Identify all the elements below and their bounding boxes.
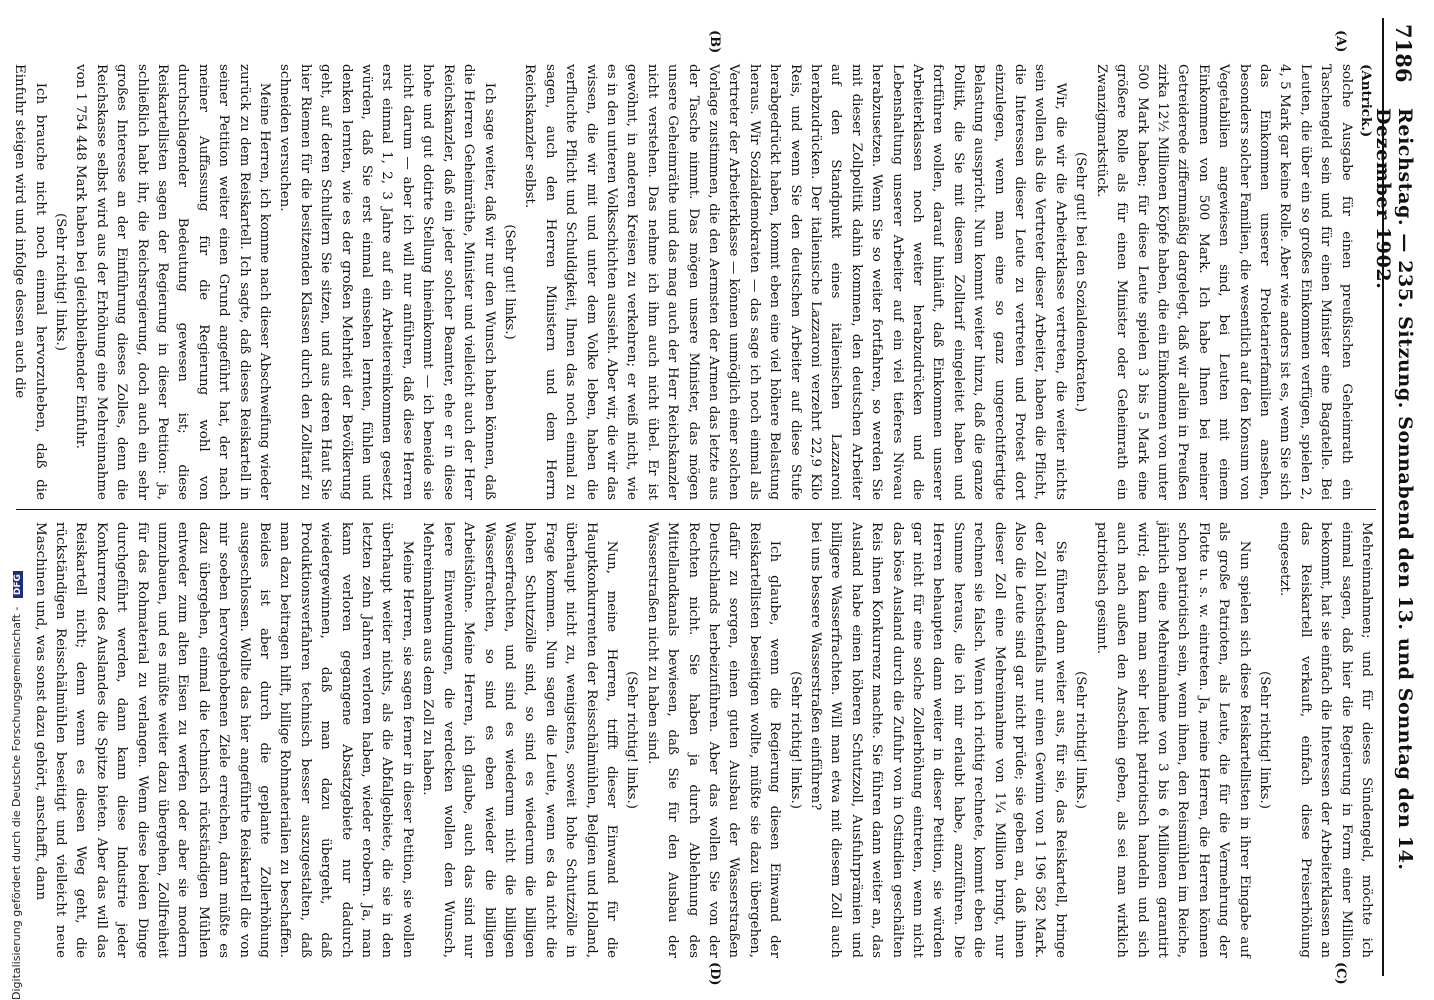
page-header [1372, 18, 1422, 976]
digitization-credit [10, 0, 24, 1000]
interjection: (Sehr richtig! links.) [624, 671, 640, 809]
paragraph: Nun, meine Herren, trifft dieser Einwand für die Hauptkonkurrenten der Reisschälmühlen, Belgien und Holland, überhaupt nicht zu, wenigstens, soweit hohe Schutzzölle in Frage kommen. Nun sagen die Leute, wenn es da nicht die hohen Schutzzölle sind, so sind es wiederum die billigen Wasserfrachten, und sind es wiederum nicht die billigen Wasserfrachten, so sind es eben wieder die billigen Arbeitslöhne. Meine Herren, ich glaube, auch das sind nur leere Einwendungen, die verdecken wollen den Wunsch, Mehreinnahmen aus dem Zoll zu haben. [420, 522, 619, 958]
interjection: (Sehr gut! bei den Sozialdemokraten.) [1073, 151, 1089, 413]
page-number: 7186 [1391, 24, 1416, 83]
dfg-logo-icon: DFG [13, 571, 23, 598]
paragraph: Ich brauche nicht noch einmal hervorzuheben, daß die Einfuhr steigen wird und infolge dessen auch die [12, 64, 48, 500]
interjection: (Sehr richtig! links.) [787, 671, 803, 809]
margin-marker-d: (D) [707, 962, 722, 986]
header-rule [1382, 18, 1384, 976]
paragraph: Wir, die wir die Arbeiterklasse vertreten, die weiter nichts sein wollen als die Vertreter dieser Arbeiter, haben die Pflicht, die Interessen dieser Leute zu vertreten und Protest dort einzulegen, wenn man eine so ganz ungerechtfertigte Belastung ausspricht. Nun kommt weiter hinzu, daß die ganze Politik, die Sie mit diesem Zolltarif eingeleitet haben und fortführen wollen, darauf hinläuft, daß Einkommen unserer Arbeiterklassen noch weiter herabzudrücken und die Lebenshaltung unserer Arbeiter auf ein viel tieferes Niveau herabzusetzen. Wenn Sie so weiter fortfahren, so werden Sie mit dieser Zollpolitik dahin kommen, den deutschen Arbeiter auf den Standpunkt eines italienischen Lazzaroni herabzudrücken. Der italienische Lazzaroni verzehrt 22,9 Kilo Reis, und wenn Sie den deutschen Arbeiter auf diese Stufe herabgedrückt haben, kommt eben eine viel höhere Belastung heraus. Wir Sozialdemokraten — das sage ich noch einmal als Vertreter der Arbeiterklasse — können unmöglich einer solchen Vorlage zustimmen, die den Aermsten der Armen das letzte aus der Tasche nimmt. Das mögen unsere Minister, das mögen unsere Geheimräthe und das mag auch der Herr Reichskanzler nicht verstehen. Das nehme ich ihm auch nicht übel. Er ist gewöhnt, in anderen Kreisen zu verkehren; er weiß nicht, wie es in den unteren Volksschichten aussieht. Aber wir, die wir das wissen, die wir mit und unter dem Volke leben, haben die verfluchte Pflicht und Schuldigkeit, Ihnen das noch einmal zu sagen, auch den Herren Ministern und dem Herrn Reichskanzler selbst. [522, 64, 1068, 500]
column-rule [16, 509, 1376, 510]
right-text-column [16, 522, 1376, 958]
margin-marker-a: (A) [1333, 30, 1348, 53]
paragraph: Sie führen dann weiter aus, für sie, das Reiskartell, bringe der Zoll höchstenfalls nur einen Gewinn von 1 196 582 Mark. Also die Leute sind gar nicht prüde; sie geben an, daß ihnen dieser Zoll eine Mehreinnahme von 1¼ Million bringt, nur rechnen sie falsch. Wenn ich richtig rechnete, kommt eben die Summe heraus, die ich mir erlaubt habe, anzuführen. Die Herren behaupten dann weiter in dieser Petition, sie würden gar nicht für eine solche Zollerhöhung eintreten, wenn nicht das böse Ausland durch die Zufuhr von in Ostindien geschälten Reis ihnen Konkurrenz machte. Sie führen dann weiter an, das Ausland habe einen höheren Schutzzoll, Ausfuhrprämien und billigere Wasserfrachten. Will man etwa mit diesem Zoll auch bei uns bessere Wasserstraßen einführen? [808, 522, 1068, 958]
paragraph: Nun spielen sich diese Reiskartellisten in ihrer Eingabe auf als große Patrioten, als Leute, die für die Vermehrung der Flotte u. s. w. eintreten. Ja, meine Herren, die Herren können schon patriotisch sein, wenn ihnen, den Reismühlen im Reiche, jährlich eine Mehreinnahme von 3 bis 6 Millionen garantirt wird; da kann man sehr leicht patriotisch handeln und sich auch nach außen den Anschein geben, als sei man wirklich patriotisch gesinnt. [1093, 522, 1252, 958]
paragraph: Meine Herren, sie sagen ferner in dieser Petition, sie wollen überhaupt weiter nichts, als die Abfallgebiete, die sie in den letzten zehn Jahren verloren haben, wieder erobern. Ja, man kann verloren gegangene Absatzgebiete nur dadurch wiedergewinnen, daß man dazu übergeht, daß Produktionsverfahren technisch besser auszugestalten, daß man dazu beitragen hilft, billige Rohmaterialien zu beschaffen. Beides ist aber durch die geplante Zollerhöhung ausgeschlossen. Wollte das hier angeführte Reiskartell die von mir soeben hervorgehobenen Ziele erreichen, dann müßte es dazu übergehen, einmal die technisch rückständigen Mühlen entweder zum alten Eisen zu werfen oder aber sie modern umzubauen, und es müßte weiter dazu übergehen, Zollfreiheit für das Rohmaterial zu verlangen. Wenn diese beiden Dinge durchgeführt werden, dann kann diese Industrie jeder Konkurrenz des Auslandes die Spitze bieten. Aber das will das Reiskartell nicht; denn wenn es diesen Weg geht, die rückständigen Reisschälmühlen beseitigt und vielleicht neue Maschinen und, was sonst dazu gehört, anschafft, dann [32, 522, 415, 958]
speaker-label: (Antrick.) [1358, 64, 1374, 138]
margin-marker-b: (B) [707, 30, 722, 54]
credit-text: Digitalisierung gefördert durch die Deutsche Forschungsgemeinschaft - [10, 606, 23, 1000]
paragraph: Ich sage weiter, daß wir nur den Wunsch haben können, daß die Herren Geheimräthe, Minister und vielleicht auch der Herr Reichskanzler, daß ein jeder solcher Beamter, ehe er in diese hohe und gut dotirte Stellung hineinkommt — ich beneide sie nicht darum — aber ich will nur anführen, daß diese Herren erst einmal 1, 2, 3 Jahre auf ein Arbeitereinkommen gesetzt würden, daß Sie erst einmal einsehen lernten, fühlen und denken lernten, wie es der großen Mehrheit der Bevölkerung geht, auf deren Schultern Sie sitzen, und aus deren Haut Sie hier Riemen für die besitzenden Klassen durch den Zolltarif zu schneiden versuchen. [277, 64, 497, 500]
running-title: Reichstag. — 235. Sitzung. Sonnabend den 13. und Sonntag den 14. Dezember 1902. [1372, 108, 1416, 871]
interjection: (Sehr richtig! links.) [1256, 671, 1272, 809]
paragraph: solche Ausgabe für einen preußischen Geheimrath ein Taschengeld sein und für einen Minister eine Bagatelle. Bei Leuten, die über ein so großes Einkommen verfügen, spielen 2, 4, 5 Mark gar keine Rolle. Aber wie anders ist es, wenn Sie sich das Einkommen unserer Proletarierfamilien ansehen, besonders solcher Familien, die wesentlich auf den Konsum von Vegetabilien angewiesen sind, bei Leuten mit einem Einkommen von 500 Mark. Ich habe Ihnen bei meiner Getreiderede ziffernmäßig dargelegt, daß wir allein in Preußen zirka 12½ Millionen Köpfe haben, die ein Einkommen von unter 500 Mark haben; für diese Leute spielen 3 bis 5 Mark eine größere Rolle als für einen Minister oder Geheimrath ein Zwanzigmarkstück. [1093, 64, 1354, 500]
interjection: (Sehr richtig! links.) [1073, 671, 1089, 809]
left-text-column [12, 64, 1376, 500]
paragraph: Mehreinnahmen; und für dieses Sündengeld, möchte ich einmal sagen, daß hier die Regierung in Form einer Million bekommt, hat sie einfach die Interessen der Arbeiterklassen an das Reiskartell verkauft, einfach diese Preiserhöhung eingesetzt. [1277, 522, 1374, 958]
margin-marker-c: (C) [1333, 962, 1348, 985]
paragraph: Ich glaube, wenn die Regierung diesen Einwand der Reiskartellisten beseitigen wollte, müßte sie dazu übergehen, dafür zu sorgen, einen guten Ausbau der Wasserstraßen Deutschlands herbeizuführen. Aber das wollen Sie von der Rechten nicht. Sie haben ja durch Ablehnung des Mittellandkanals bewiesen, daß Sie für den Ausbau der Wasserstraßen nicht zu haben sind. [644, 522, 783, 958]
paragraph: Meine Herren, ich komme nach dieser Abschweifung wieder zurück zu dem Reiskartell. Ich sagte, daß dieses Reiskartell in seiner Petition weiter einen Grund angeführt hat, der nach meiner Auffassung für die Regierung wohl von durchschlagender Bedeutung gewesen ist; diese Reiskartellisten sagen der Regierung in dieser Petition: ja, schließlich habt ihr, die Reichsregierung, doch auch ein sehr großes Interesse an der Einführung dieses Zolles, denn die Reichskasse selbst wird aus der Erhöhung eine Mehreinnahme von 1 754 448 Mark haben bei gleichbleibender Einfuhr. [73, 64, 273, 500]
interjection: (Sehr richtig! links.) [53, 213, 68, 351]
interjection: (Sehr gut! links.) [501, 224, 517, 340]
